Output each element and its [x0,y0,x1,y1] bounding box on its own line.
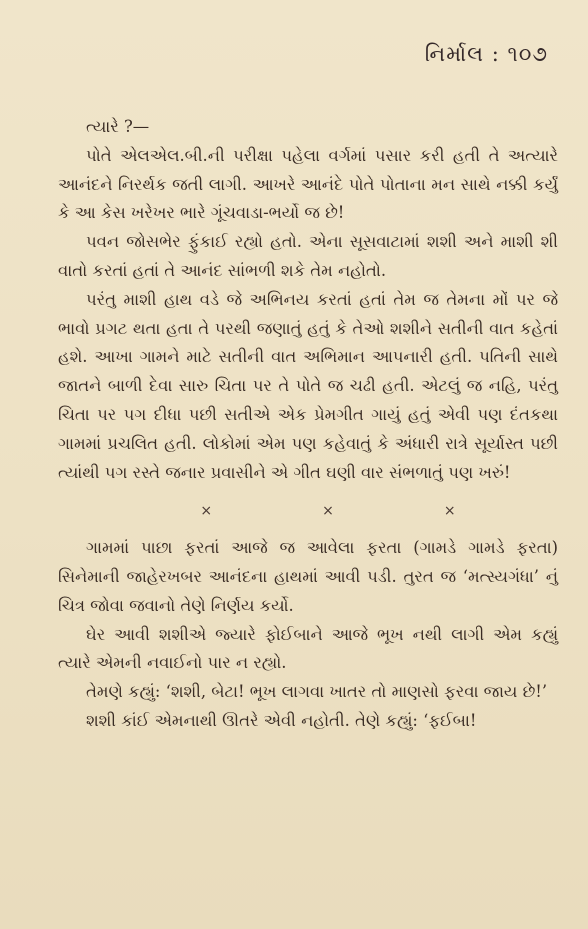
page-body [58,113,558,736]
section-separator [98,497,558,526]
paragraph-6: ઘેર આવી શશીએ જ્યારે ફોઈબાને આજે ભૂખ નથી લાગી એમ કહ્યું ત્યારે એમની નવાઈનો પાર ન રહ્યો. [58,624,558,673]
separator-mark: × [322,503,334,520]
separator-mark: × [200,503,213,520]
paragraph-5: ગામમાં પાછા ફરતાં આજે જ આવેલા ફરતા (ગામડે ગામડે ફરતા) સિનેમાની જાહેરખબર આનંદના હાથમાં આવી પડી. તુરત જ ‘મત્સ્યગંધા’ નું ચિત્ર જોવા જવાનો તેણે નિર્ણય કર્યો. [58,538,558,615]
page-header: નિર્માલ : ૧૦૭ [424,42,548,66]
paragraph-1: ત્યારે ?— [86,117,150,136]
paragraph-4: પરંતુ માશી હાથ વડે જે અભિનય કરતાં હતાં તેમ જ તેમના મોં પર જે ભાવો પ્રગટ થતા હતા તે પરથી જણાતું હતું કે તેઓ શશીને સતીની વાત કહેતાં હશે. આખા ગામને માટે સતીની વાત અભિમાન આપનારી હતી. પતિની સાથે જાતને બાળી દેવા સારુ ચિતા પર તે પોતે જ ચઢી હતી. એટલું જ નહિ, પરંતુ ચિતા પર પગ દીધા પછી સતીએ એક પ્રેમગીત ગાયું હતું એવી પણ દંતકથા ગામમાં પ્રચલિત હતી. લોકોમાં એમ પણ કહેવાતું કે અંધારી રાત્રે સૂર્યાસ્ત પછી ત્યાંથી પગ રસ્તે જનાર પ્રવાસીને એ ગીત ઘણી વાર સંભળાતું પણ ખરું! [58,289,558,482]
paragraph-3: પવન જોસભેર ફુંકાઈ રહ્યો હતો. એના સૂસવાટામાં શશી અને માશી શી વાતો કરતાં હતાં તે આનંદ સાંભળી શકે તેમ નહોતો. [58,232,558,280]
paragraph-7: તેમણે કહ્યું: ‘શશી, બેટા! ભૂખ લાગવા ખાતર તો માણસો ફરવા જાય છે!’ [86,682,548,702]
paragraph-2: પોતે એલએલ.બી.ની પરીક્ષા પહેલા વર્ગમાં પસાર કરી હતી તે અત્યારે આનંદને નિરર્થક જતી લાગી. આખરે આનંદે પોતે પોતાના મન સાથે નક્કી કર્યું કે આ કેસ ખરેખર ભારે ગૂંચવાડા-ભર્યો જ છે! [58,145,558,223]
paragraph-8: શશી કાંઈ એમનાથી ઊતરે એવી નહોતી. તેણે કહ્યું: ‘ફઈબા! [86,710,477,730]
separator-mark: × [443,503,456,520]
